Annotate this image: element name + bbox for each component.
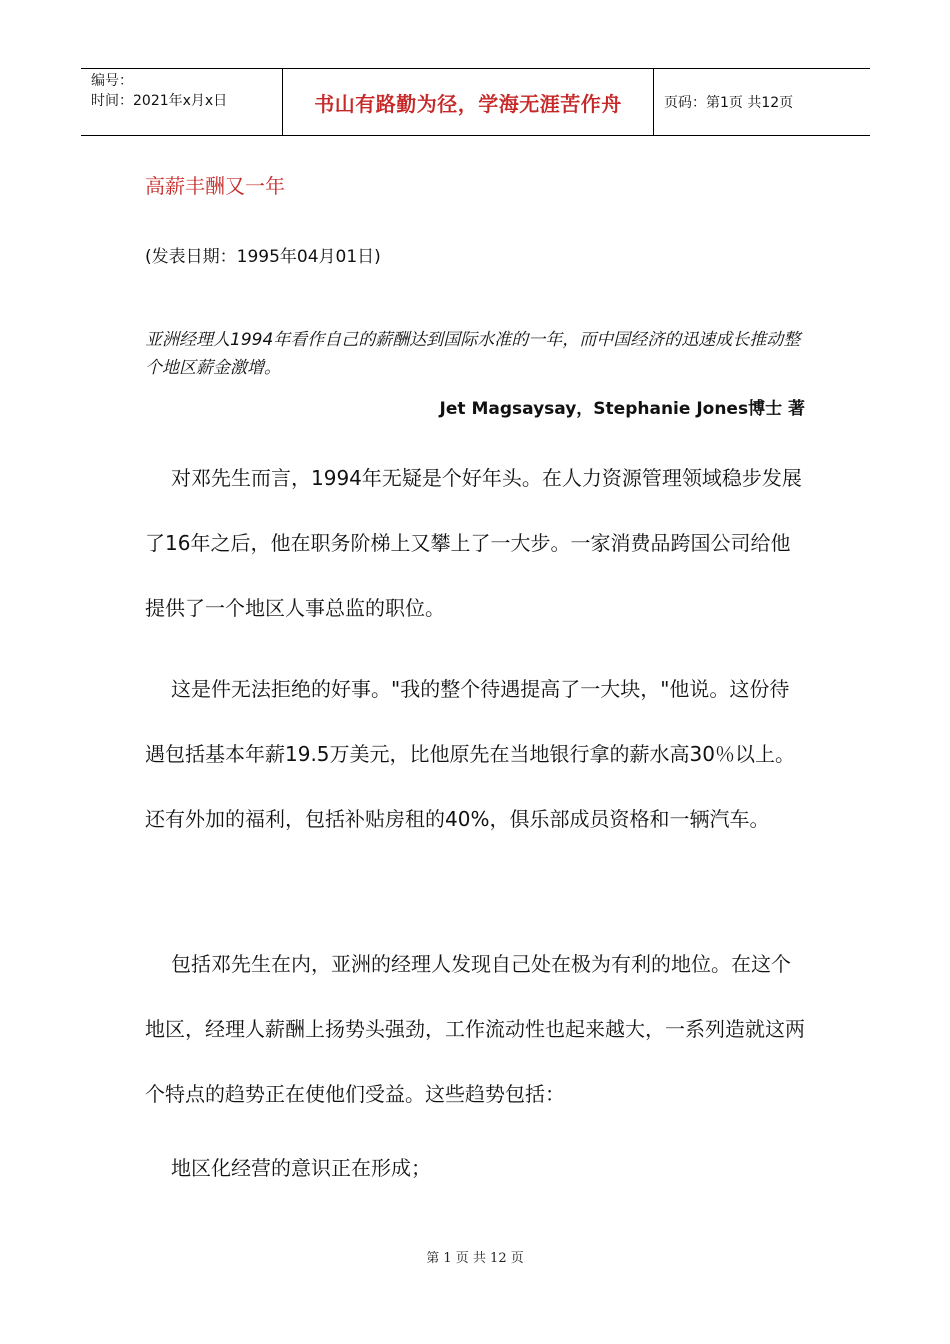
header-divider bbox=[653, 69, 654, 135]
article-author: Jet Magsaysay，Stephanie Jones博士 著 bbox=[439, 399, 805, 419]
body-paragraph: 对邓先生而言，1994年无疑是个好年头。在人力资源管理领域稳步发展了16年之后，他在职务阶梯上又攀上了一大步。一家消费品跨国公司给他提供了一个地区人事总监的职位。 bbox=[145, 466, 802, 620]
page-footer: 第 1 页 共 12 页 bbox=[426, 1251, 524, 1266]
article-summary: 亚洲经理人1994年看作自己的薪酬达到国际水准的一年，而中国经济的迅速成长推动整个地区薪金激增。 bbox=[145, 330, 801, 378]
header-motto: 书山有路勤为径，学海无涯苦作舟 bbox=[314, 91, 622, 116]
body-paragraph: 包括邓先生在内，亚洲的经理人发现自己处在极为有利的地位。在这个地区，经理人薪酬上扬势头强劲，工作流动性也起来越大，一系列造就这两个特点的趋势正在使他们受益。这些趋势包括： bbox=[145, 952, 805, 1106]
publish-date: (发表日期：1995年04月01日) bbox=[145, 247, 381, 267]
document-header bbox=[81, 68, 870, 136]
body-paragraph: 地区化经营的意识正在形成； bbox=[171, 1156, 431, 1180]
header-meta bbox=[91, 71, 227, 111]
header-time-label: 时间：2021年x月x日 bbox=[91, 93, 228, 109]
article-title: 高薪丰酬又一年 bbox=[145, 174, 285, 198]
header-number-label: 编号： bbox=[91, 73, 133, 89]
header-page-label: 页码：第1页 共12页 bbox=[664, 95, 794, 111]
body-paragraph: 这是件无法拒绝的好事。"我的整个待遇提高了一大块，"他说。这份待遇包括基本年薪19.5万美元，比他原先在当地银行拿的薪水高30％以上。还有外加的福利，包括补贴房租的40%，俱乐部成员资格和一辆汽车。 bbox=[145, 677, 795, 831]
